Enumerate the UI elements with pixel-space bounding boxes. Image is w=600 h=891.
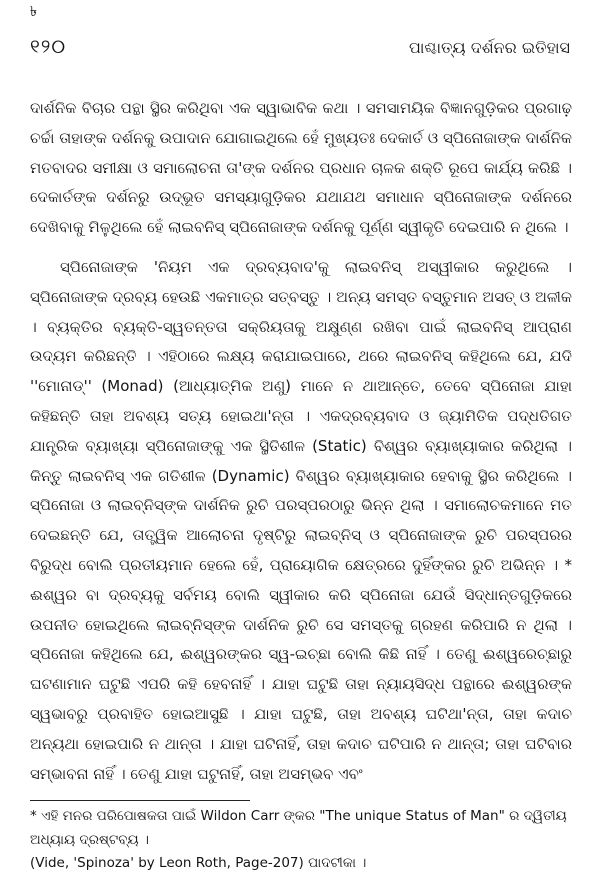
footnote	[30, 805, 572, 876]
corner-mark: ৳	[30, 4, 37, 20]
paragraph-2: ସ୍ପିନୋଜାଙ୍କ 'ନିୟମ ଏକ ଦ୍ରବ୍ୟବାଦ'କୁ ଲାଇବନିସ୍ ଅସ୍ୱୀକାର କରୁଥିଲେ । ସ୍ପିନୋଜାଙ୍କ ଦ୍ରବ୍ୟ ହେଉଛି ଏକମାତ୍ର ସତ୍‌ବସ୍ତୁ । ଅନ୍ୟ ସମସ୍ତ ବସ୍ତୁମାନ ଅସତ୍ ଓ ଅଳୀକ । ବ୍ୟକ୍ତିର ବ୍ୟକ୍ତି-ସ୍ୱତନ୍ତତା ସକ୍ରିୟତାକୁ ଅକ୍ଷୁଣ୍ଣ ରଖିବା ପାଇଁ ଲାଇବନିସ୍ ଆପ୍ରାଣ ଉଦ୍ୟମ କରିଛନ୍ତି । ଏହିଠାରେ ଲକ୍ଷ୍ୟ କରାଯାଇପାରେ, ଥରେ ଲାଇବନିସ୍ କହିଥିଲେ ଯେ, ଯଦି ''ମୋନାଡ୍'' (Monad) (ଆଧ୍ୟାତ୍ମିକ ଅଣୁ) ମାନେ ନ ଥାଆନ୍ତେ, ତେବେ ସ୍ପିନୋଜା ଯାହା କହିଛନ୍ତି ତାହା ଅବଶ୍ୟ ସତ୍ୟ ହୋଇଥା'ନ୍ତା । ଏକଦ୍ରବ୍ୟବାଦ ଓ ଜ୍ୟାମିତିକ ପଦ୍ଧତିଗତ ଯାନ୍ତ୍ରିକ ବ୍ୟାଖ୍ୟା ସ୍ପିନୋଜାଙ୍କୁ ଏକ ସ୍ଥିତିଶୀଳ (Static) ବିଶ୍ୱର ବ୍ୟାଖ୍ୟାକାର କରିଥିଲା । କିନ୍ତୁ ଲାଇବନିସ୍ ଏକ ଗତିଶୀଳ (Dynamic) ବିଶ୍ୱର ବ୍ୟାଖ୍ୟାକାର ହେବାକୁ ସ୍ଥିର କରିଥିଲେ । ସ୍ପିନୋଜା ଓ ଲାଇବ୍‌ନିସ୍‌ଙ୍କ ଦାର୍ଶନିକ ରୁଚି ପରସ୍ପରଠାରୁ ଭିନ୍ନ ଥିଲା । ସମାଲୋଚକମାନେ ମତ ଦେଇଛନ୍ତି ଯେ, ତାତ୍ତ୍ୱିକ ଆଲୋଚନା ଦୃଷ୍ଟିରୁ ଲାଇବ୍‌ନିସ୍ ଓ ସ୍ପିନୋଜାଙ୍କ ରୁଚି ପରସ୍ପରର ବିରୁଦ୍ଧ ବୋଲି ପ୍ରତୀୟମାନ ହେଲେ ହେଁ, ପ୍ରାୟୋଗିକ କ୍ଷେତ୍ରରେ ଦୁହିଁଙ୍କର ରୁଚି ଅଭିନ୍ନ । * ଈଶ୍ୱର ବା ଦ୍ରବ୍ୟକୁ ସର୍ବମୟ ବୋଲି ସ୍ୱୀକାର କରି ସ୍ପିନୋଜା ଯେଉଁ ସିଦ୍ଧାନ୍ତଗୁଡ଼ିକରେ ଉପନୀତ ହୋଇଥିଲେ ଲାଇବ୍‌ନିସ୍‌ଙ୍କ ଦାର୍ଶନିକ ରୁଚି ସେ ସମସ୍ତକୁ ଗ୍ରହଣ କରିପାରି ନ ଥିଲା । ସ୍ପିନୋଜା କହିଥିଲେ ଯେ, ଈଶ୍ୱରଙ୍କର ସ୍ୱ-ଇଚ୍ଛା ବୋଲି କିଛି ନାହିଁ । ତେଣୁ ଈଶ୍ୱରେଚ୍ଛାରୁ ଘଟଣାମାନ ଘଟୁଛି ଏପରି କହି ହେବନାହିଁ । ଯାହା ଘଟୁଛି ତାହା ନ୍ୟାୟସିଦ୍ଧ ପନ୍ଥାରେ ଈଶ୍ୱରଙ୍କ ସ୍ୱଭାବରୁ ପ୍ରବାହିତ ହୋଇଆସୁଛି । ଯାହା ଘଟୁଛି, ତାହା ଅବଶ୍ୟ ଘଟିଥା'ନ୍ତା, ତାହା କଦାଚ ଅନ୍ୟଥା ହୋଇପାରି ନ ଥାନ୍ତା । ଯାହା ଘଟିନାହିଁ, ତାହା କଦାଚ ଘଟିପାରି ନ ଥାନ୍ତା; ତାହା ଘଟିବାର ସମ୍ଭାବନା ନାହିଁ । ତେଣୁ ଯାହା ଘଟୁନାହିଁ, ତାହା ଅସମ୍ଭବ ଏବଂ	[30, 257, 572, 783]
page-body	[30, 94, 572, 789]
footnote-rule	[30, 800, 250, 801]
footnote-line-1: * ଏହି ମନର ପରିପୋଷକତା ପାଇଁ Wildon Carr ଙ୍କର "The unique Status of Man" ର ଦ୍ୱିତୀୟ ଅଧ୍ୟାୟ ଦ୍ରଷ୍ଟବ୍ୟ ।	[30, 808, 567, 848]
running-title: ପାଶ୍ଚାତ୍ୟ ଦର୍ଶନର ଇତିହାସ	[408, 38, 570, 57]
paragraph-1: ଦାର୍ଶନିକ ବିଚାର ପନ୍ଥା ସ୍ଥିର କରିଥିବା ଏକ ସ୍ୱାଭାବିକ କଥା । ସମସାମୟିକ ବିଜ୍ଞାନଗୁଡ଼ିକର ପ୍ରଗାଢ଼ ଚର୍ଚ୍ଚା ତାହାଙ୍କ ଦର୍ଶନକୁ ଉପାଦାନ ଯୋଗାଇଥିଲେ ହେଁ ମୁଖ୍ୟତଃ ଦେକାର୍ତ ଓ ସ୍ପିନୋଜାଙ୍କ ଦାର୍ଶନିକ ମତବାଦର ସମୀକ୍ଷା ଓ ସମାଲୋଚନା ତା'ଙ୍କ ଦର୍ଶନର ପ୍ରଧାନ ଚାଳକ ଶକ୍ତି ରୂପେ କାର୍ଯ୍ୟ କରିଛି । ଦେକାର୍ତଙ୍କ ଦର୍ଶନରୁ ଉଦ୍ଭୂତ ସମସ୍ୟାଗୁଡ଼ିକର ଯଥାଯଥ ସମାଧାନ ସ୍ପିନୋଜାଙ୍କ ଦର୍ଶନରେ ଦେଖିବାକୁ ମିଳୁଥିଲେ ହେଁ ଲାଇବନିସ୍ ସ୍ପିନୋଜାଙ୍କ ଦର୍ଶନକୁ ପୂର୍ଣ୍ଣ ସ୍ୱୀକୃତି ଦେଇପାରି ନ ଥିଲେ ।	[30, 99, 572, 237]
footnote-line-2: (Vide, 'Spinoza' by Leon Roth, Page-207) ପାଦଟୀକା ।	[30, 855, 367, 871]
page-header	[30, 36, 570, 66]
page-number: ୧୨୦	[30, 36, 67, 58]
